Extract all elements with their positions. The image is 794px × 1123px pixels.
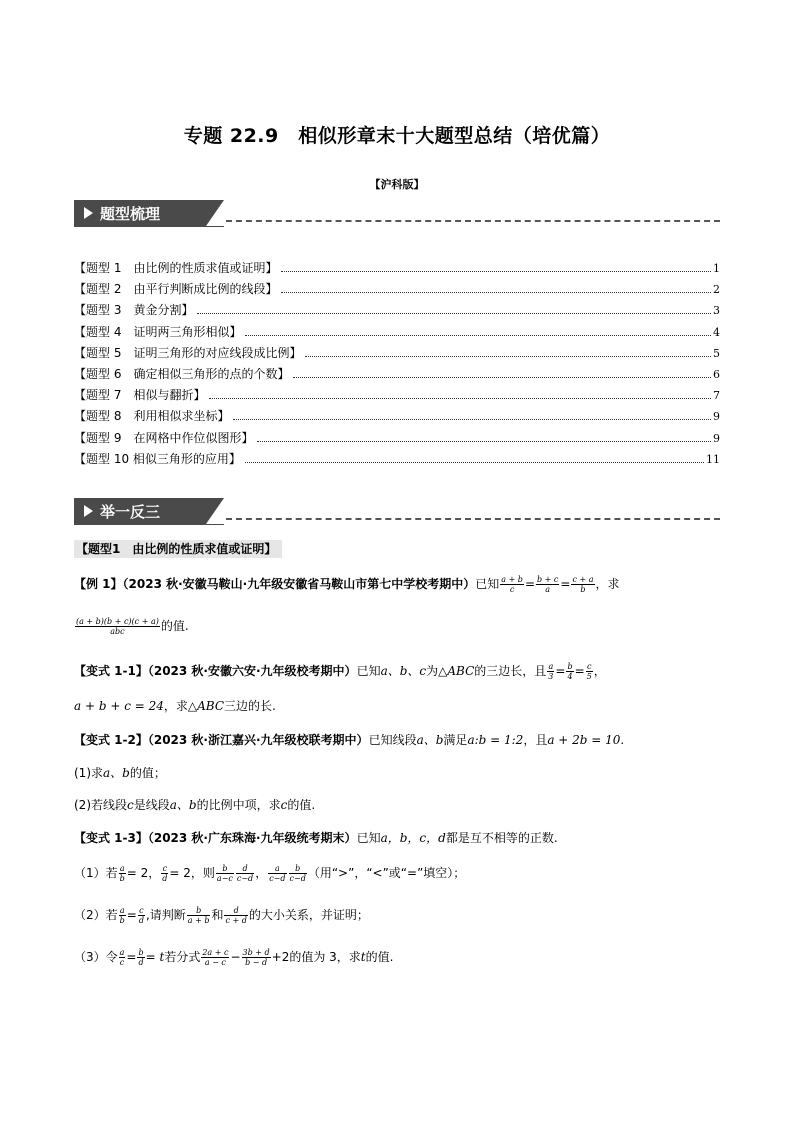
fraction: $\frac{c + a}{b}$ bbox=[572, 575, 594, 594]
fraction: $\frac{d}{c-d}$ bbox=[236, 864, 254, 883]
fraction: $\frac{b}{4}$ bbox=[567, 662, 573, 681]
fraction: $\frac{a}{3}$ bbox=[548, 662, 554, 681]
example-1-line-2: $\frac{(a + b)(b + c)(c + a)}{\text{abc}}$ 的值. bbox=[76, 617, 189, 636]
variant-1-2-q2: (2)若线段c是线段a、b的比例中项，求c的值. bbox=[74, 798, 316, 812]
fraction: $\frac{c}{d}$ bbox=[138, 906, 144, 925]
toc-item[interactable]: 【题型 7 相似与翻折】 7 bbox=[74, 388, 720, 403]
variant-1-3-line-1: 【变式 1-3】（2023 秋·广东珠海·九年级统考期末）已知a，b，c，d都是互不相等的正数. bbox=[74, 831, 558, 845]
edition-label: 【沪科版】 bbox=[369, 178, 425, 191]
variant-1-2-q1: (1)求a、b的值； bbox=[74, 766, 166, 780]
fraction: $\frac{b + c}{a}$ bbox=[537, 575, 559, 594]
variant-1-3-q2: （2）若 $\frac{a}{b}$ = $\frac{c}{d}$ ,请判断 $\frac{b}{a + b}$ 和 $\frac{d}{c + d}$ 的大小关系，并证明； bbox=[74, 906, 369, 925]
section-title: 举一反三 bbox=[100, 502, 161, 521]
fraction: $\frac{a + b}{c}$ bbox=[501, 575, 523, 594]
fraction: $\frac{d}{c + d}$ bbox=[225, 906, 247, 925]
play-triangle-icon bbox=[84, 207, 93, 219]
fraction: $\frac{c}{d}$ bbox=[162, 864, 168, 883]
page-title: 专题 22.9 相似形章末十大题型总结（培优篇） bbox=[183, 125, 611, 147]
toc-item[interactable]: 【题型 2 由平行判断成比例的线段】 2 bbox=[74, 282, 720, 297]
fraction: $\frac{b}{a + b}$ bbox=[187, 906, 210, 925]
variant-1-3-q1: （1）若 $\frac{a}{b}$ = 2， $\frac{c}{d}$ = 2，则 $\frac{b}{a-c}$ $\frac{d}{c-d}$ ， $\frac{a}{c-d}$ $\frac{b}{c-d}$ （用“>”，“<”或“=”填空）； bbox=[74, 864, 466, 883]
fraction: $\frac{2a + c}{a - c}$ bbox=[202, 948, 229, 967]
section-baseline bbox=[74, 226, 224, 227]
type-heading: 【题型1 由比例的性质求值或证明】 bbox=[74, 540, 282, 558]
fraction: $\frac{3b + d}{b - d}$ bbox=[242, 948, 270, 967]
toc-item[interactable]: 【题型 6 确定相似三角形的点的个数】 6 bbox=[74, 366, 720, 381]
toc-item[interactable]: 【题型 1 由比例的性质求值或证明】 1 bbox=[74, 261, 720, 275]
fraction: $\frac{a}{b}$ bbox=[119, 864, 125, 883]
section-header-toc bbox=[74, 200, 720, 226]
toc-item[interactable]: 【题型 5 证明三角形的对应线段成比例】 5 bbox=[74, 345, 720, 360]
fraction: $\frac{b}{c-d}$ bbox=[289, 864, 306, 883]
section-tab bbox=[74, 200, 206, 226]
variant-1-1-line-2: a + b + c = 24，求△ABC三边的长. bbox=[74, 699, 276, 713]
fraction: $\frac{b}{a-c}$ bbox=[216, 864, 233, 883]
fraction: $\frac{a}{b}$ bbox=[119, 906, 125, 925]
table-of-contents bbox=[74, 259, 720, 471]
fraction: $\frac{(a + b)(b + c)(c + a)}{\text{abc}}$ bbox=[76, 617, 159, 636]
section-tab-slant bbox=[206, 498, 224, 524]
section-header-examples bbox=[74, 498, 720, 524]
play-triangle-icon bbox=[84, 505, 93, 517]
toc-item[interactable]: 【题型 10 相似三角形的应用】 11 bbox=[74, 451, 720, 466]
section-tab bbox=[74, 498, 206, 524]
section-baseline bbox=[74, 524, 224, 525]
section-title: 题型梳理 bbox=[100, 204, 161, 223]
variant-1-2-line-1: 【变式 1-2】（2023 秋·浙江嘉兴·九年级校联考期中）已知线段a、b满足a:b = 1:2，且a + 2b = 10. bbox=[74, 733, 625, 747]
example-1-line-1: 【例 1】（2023 秋·安徽马鞍山·九年级安徽省马鞍山市第七中学校考期中）已知 $\frac{a + b}{c}$ = $\frac{b + c}{a}$ = $\frac{c + a}{b}$ ，求 bbox=[74, 575, 620, 594]
fraction: $\frac{b}{d}$ bbox=[138, 948, 144, 967]
fraction: $\frac{c}{5}$ bbox=[586, 662, 592, 681]
section-tab-slant bbox=[206, 200, 224, 226]
toc-item[interactable]: 【题型 4 证明两三角形相似】 4 bbox=[74, 324, 720, 339]
toc-item[interactable]: 【题型 3 黄金分割】 3 bbox=[74, 303, 720, 318]
section-dash-line bbox=[226, 220, 720, 222]
section-dash-line bbox=[226, 518, 720, 520]
toc-item[interactable]: 【题型 8 利用相似求坐标】 9 bbox=[74, 409, 720, 424]
toc-item[interactable]: 【题型 9 在网格中作位似图形】 9 bbox=[74, 430, 720, 445]
variant-1-3-q3: （3）令 $\frac{a}{c}$ = $\frac{b}{d}$ = t若分式 $\frac{2a + c}{a - c}$ − $\frac{3b + d}{b - d}$ +2的值为 3，求t的值. bbox=[74, 948, 394, 967]
fraction: $\frac{a}{c}$ bbox=[119, 948, 125, 967]
fraction: $\frac{a}{c-d}$ bbox=[269, 864, 286, 883]
variant-1-1-line-1: 【变式 1-1】（2023 秋·安徽六安·九年级校考期中）已知a、b、c为△ABC的三边长，且 $\frac{a}{3}$ = $\frac{b}{4}$ = $\frac{c}{5}$ ， bbox=[74, 662, 606, 681]
